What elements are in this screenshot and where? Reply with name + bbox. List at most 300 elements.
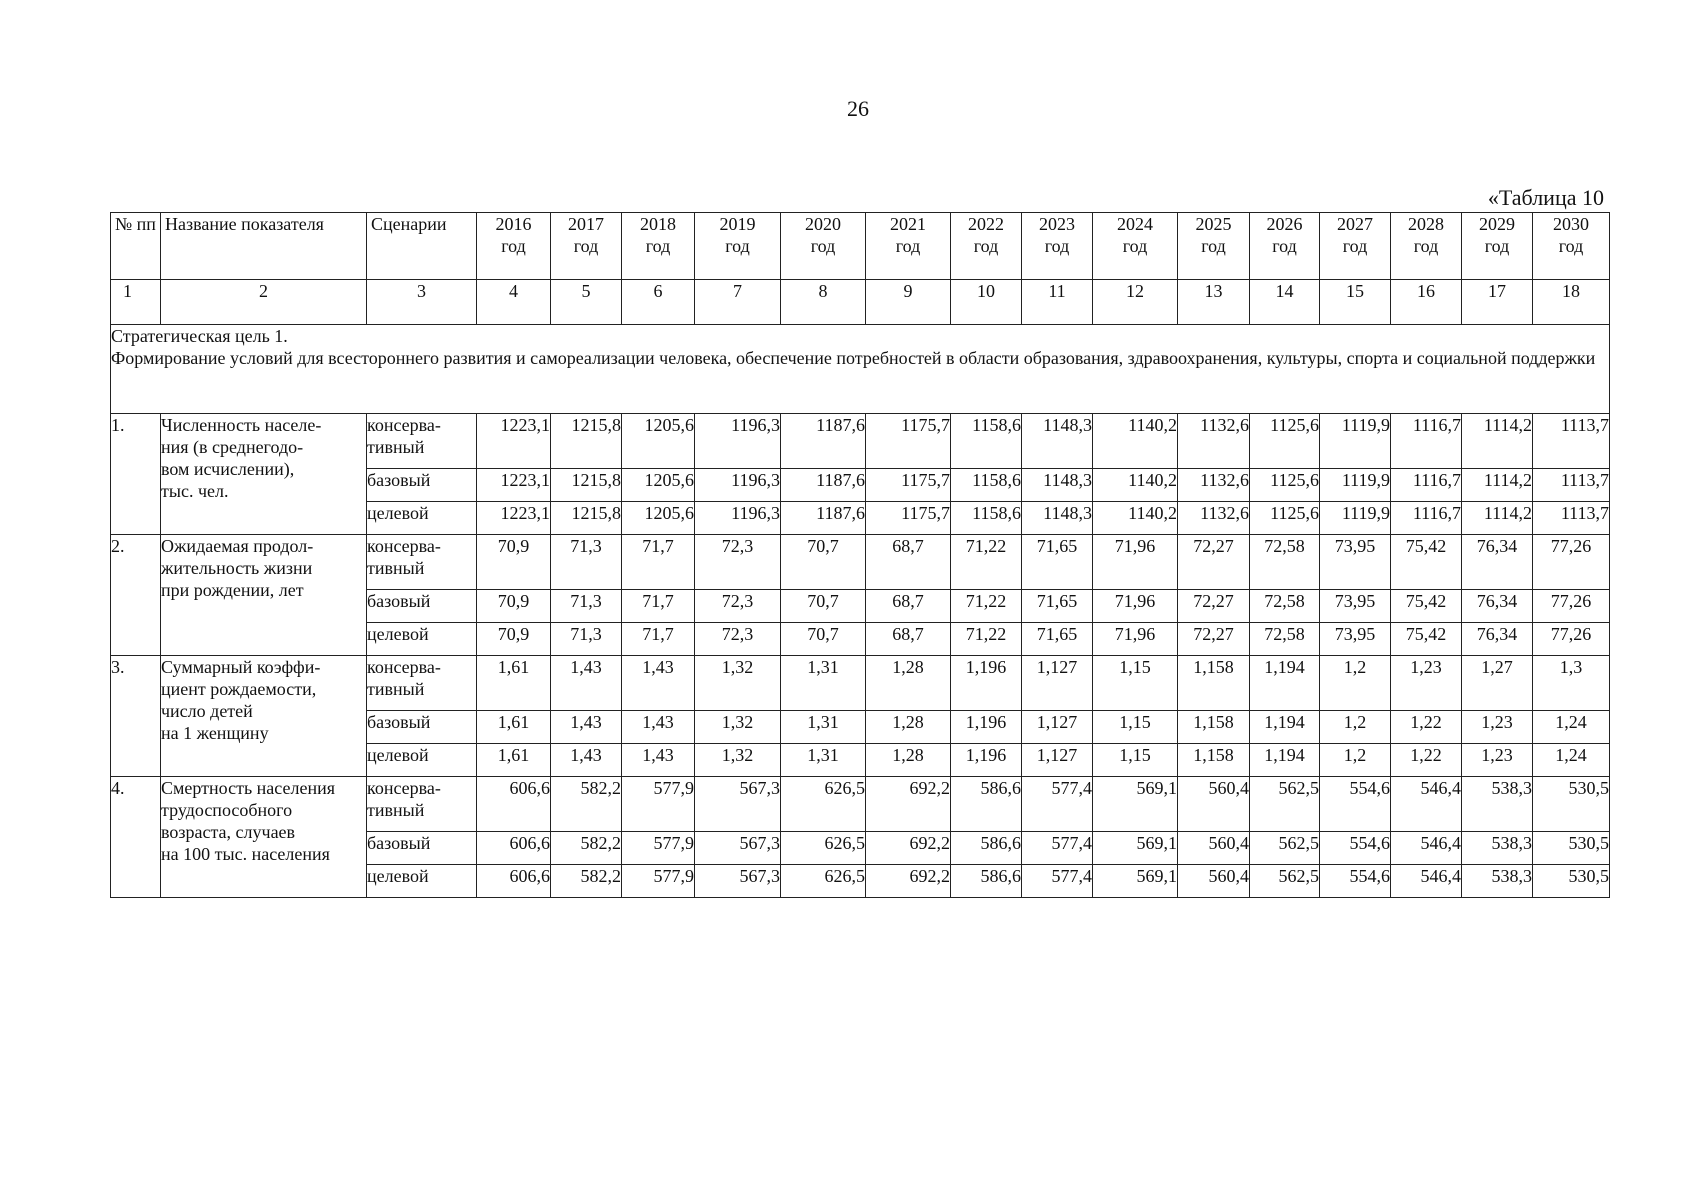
value-cell: 1132,6 — [1178, 469, 1250, 502]
column-number: 5 — [551, 280, 622, 325]
header-year — [781, 213, 866, 280]
scenario-label-line: целевой — [367, 624, 429, 644]
value-cell: 567,3 — [695, 865, 781, 898]
value-cell: 1,2 — [1320, 711, 1391, 744]
value-cell: 1125,6 — [1250, 502, 1320, 535]
header-year — [951, 213, 1022, 280]
header-year-unit: год — [1044, 236, 1070, 256]
value-cell: 72,3 — [695, 623, 781, 656]
value-cell: 1,43 — [622, 656, 695, 711]
value-cell: 606,6 — [477, 777, 551, 832]
header-row — [111, 213, 1610, 280]
goal-title: Стратегическая цель 1. — [111, 326, 288, 346]
header-year-unit: год — [1413, 236, 1439, 256]
column-number: 17 — [1462, 280, 1533, 325]
scenario-label — [367, 777, 477, 832]
value-cell: 1187,6 — [781, 502, 866, 535]
value-cell: 68,7 — [866, 535, 951, 590]
value-cell: 577,9 — [622, 865, 695, 898]
scenario-label-line: тивный — [367, 800, 425, 820]
value-cell: 577,4 — [1022, 777, 1093, 832]
value-cell: 1,61 — [477, 711, 551, 744]
value-cell: 1223,1 — [477, 502, 551, 535]
value-cell: 76,34 — [1462, 535, 1533, 590]
value-cell: 1,22 — [1391, 744, 1462, 777]
column-number: 16 — [1391, 280, 1462, 325]
scenario-label-line: консерва- — [367, 536, 441, 556]
column-number: 10 — [951, 280, 1022, 325]
value-cell: 71,7 — [622, 590, 695, 623]
value-cell: 71,22 — [951, 623, 1022, 656]
value-cell: 562,5 — [1250, 832, 1320, 865]
header-year-unit: год — [645, 236, 671, 256]
value-cell: 77,26 — [1533, 590, 1610, 623]
header-year-unit: год — [810, 236, 836, 256]
value-cell: 68,7 — [866, 590, 951, 623]
header-year-unit: год — [1201, 236, 1226, 256]
header-year-unit: год — [1484, 236, 1510, 256]
indicator-name-line: вом исчислении), — [161, 459, 295, 479]
value-cell: 1,196 — [951, 744, 1022, 777]
value-cell: 546,4 — [1391, 777, 1462, 832]
value-cell: 73,95 — [1320, 623, 1391, 656]
header-year — [1178, 213, 1250, 280]
indicator-name-line: жительность жизни — [161, 558, 313, 578]
value-cell: 569,1 — [1093, 865, 1178, 898]
value-cell: 70,7 — [781, 590, 866, 623]
value-cell: 1205,6 — [622, 469, 695, 502]
value-cell: 1205,6 — [622, 502, 695, 535]
value-cell: 1223,1 — [477, 414, 551, 469]
header-year-value: 2030 — [1553, 214, 1589, 234]
value-cell: 1187,6 — [781, 414, 866, 469]
scenario-label — [367, 744, 477, 777]
header-year-unit: год — [973, 236, 999, 256]
value-cell: 1,61 — [477, 744, 551, 777]
value-cell: 567,3 — [695, 832, 781, 865]
column-number: 12 — [1093, 280, 1178, 325]
header-year-value: 2022 — [968, 214, 1004, 234]
value-cell: 77,26 — [1533, 623, 1610, 656]
goal-cell — [111, 325, 1610, 414]
value-cell: 560,4 — [1178, 777, 1250, 832]
goal-description: Формирование условий для всестороннего развития и самореализации человека, обеспечение потребностей в области образования, здравоохранения, культуры, спорта и социальной поддержки — [111, 348, 1596, 368]
value-cell: 77,26 — [1533, 535, 1610, 590]
scenario-label — [367, 590, 477, 623]
value-cell: 1,28 — [866, 656, 951, 711]
value-cell: 1215,8 — [551, 414, 622, 469]
value-cell: 71,96 — [1093, 623, 1178, 656]
value-cell: 70,9 — [477, 590, 551, 623]
value-cell: 1196,3 — [695, 502, 781, 535]
indicator-name-line: циент рождаемости, — [161, 679, 317, 699]
header-year-value: 2016 — [495, 214, 532, 234]
value-cell: 1,43 — [551, 656, 622, 711]
value-cell: 71,7 — [622, 535, 695, 590]
indicator-name-line: ния (в среднегодо- — [161, 437, 304, 457]
value-cell: 626,5 — [781, 865, 866, 898]
indicator-name — [161, 535, 367, 656]
value-cell: 1,23 — [1391, 656, 1462, 711]
header-scenario: Сценарии — [367, 213, 477, 280]
column-number: 4 — [477, 280, 551, 325]
value-cell: 1223,1 — [477, 469, 551, 502]
column-number: 3 — [367, 280, 477, 325]
scenario-label-line: целевой — [367, 745, 429, 765]
value-cell: 1,158 — [1178, 744, 1250, 777]
value-cell: 76,34 — [1462, 590, 1533, 623]
value-cell: 70,7 — [781, 623, 866, 656]
header-year — [551, 213, 622, 280]
header-year-unit: год — [1558, 236, 1584, 256]
value-cell: 1114,2 — [1462, 502, 1533, 535]
value-cell: 72,27 — [1178, 623, 1250, 656]
value-cell: 1,2 — [1320, 744, 1391, 777]
value-cell: 1113,7 — [1533, 414, 1610, 469]
value-cell: 577,9 — [622, 777, 695, 832]
indicator-name-line: возраста, случаев — [161, 822, 296, 842]
value-cell: 1215,8 — [551, 502, 622, 535]
value-cell: 1,196 — [951, 656, 1022, 711]
column-number: 8 — [781, 280, 866, 325]
value-cell: 1140,2 — [1093, 469, 1178, 502]
indicator-name-line: тыс. чел. — [161, 481, 229, 501]
value-cell: 1148,3 — [1022, 469, 1093, 502]
header-year-value: 2023 — [1039, 214, 1075, 234]
value-cell: 1,43 — [551, 711, 622, 744]
value-cell: 1140,2 — [1093, 414, 1178, 469]
indicator-name-line: Смертность населения — [161, 778, 335, 798]
value-cell: 586,6 — [951, 865, 1022, 898]
value-cell: 554,6 — [1320, 865, 1391, 898]
indicator-name-line: число детей — [161, 701, 253, 721]
value-cell: 577,9 — [622, 832, 695, 865]
indicator-name-line: на 1 женщину — [161, 723, 269, 743]
column-number: 14 — [1250, 280, 1320, 325]
value-cell: 1,32 — [695, 711, 781, 744]
header-year — [622, 213, 695, 280]
column-number: 11 — [1022, 280, 1093, 325]
value-cell: 1148,3 — [1022, 414, 1093, 469]
value-cell: 1125,6 — [1250, 414, 1320, 469]
value-cell: 586,6 — [951, 777, 1022, 832]
value-cell: 70,7 — [781, 535, 866, 590]
scenario-label-line: базовый — [367, 833, 431, 853]
value-cell: 1,127 — [1022, 744, 1093, 777]
value-cell: 72,3 — [695, 590, 781, 623]
value-cell: 626,5 — [781, 832, 866, 865]
value-cell: 1,61 — [477, 656, 551, 711]
indicator-number: 1. — [111, 414, 161, 535]
value-cell: 560,4 — [1178, 832, 1250, 865]
header-year — [477, 213, 551, 280]
header-year — [1391, 213, 1462, 280]
table-row — [111, 535, 1610, 590]
value-cell: 71,65 — [1022, 590, 1093, 623]
column-number: 15 — [1320, 280, 1391, 325]
value-cell: 1,196 — [951, 711, 1022, 744]
value-cell: 1119,9 — [1320, 502, 1391, 535]
value-cell: 1158,6 — [951, 502, 1022, 535]
value-cell: 72,3 — [695, 535, 781, 590]
header-year-unit: год — [895, 236, 921, 256]
indicator-name — [161, 414, 367, 535]
value-cell: 1,2 — [1320, 656, 1391, 711]
value-cell: 567,3 — [695, 777, 781, 832]
value-cell: 75,42 — [1391, 590, 1462, 623]
value-cell: 1,15 — [1093, 711, 1178, 744]
header-year-value: 2020 — [805, 214, 841, 234]
value-cell: 1116,7 — [1391, 469, 1462, 502]
value-cell: 1,43 — [622, 711, 695, 744]
scenario-label — [367, 656, 477, 711]
value-cell: 586,6 — [951, 832, 1022, 865]
value-cell: 582,2 — [551, 865, 622, 898]
value-cell: 692,2 — [866, 777, 951, 832]
column-number: 13 — [1178, 280, 1250, 325]
header-year — [695, 213, 781, 280]
value-cell: 1132,6 — [1178, 414, 1250, 469]
value-cell: 73,95 — [1320, 590, 1391, 623]
indicator-name-line: Суммарный коэффи- — [161, 657, 321, 677]
value-cell: 1,15 — [1093, 656, 1178, 711]
value-cell: 1215,8 — [551, 469, 622, 502]
indicator-name-line: Численность населе- — [161, 415, 322, 435]
value-cell: 1116,7 — [1391, 414, 1462, 469]
value-cell: 71,22 — [951, 590, 1022, 623]
header-year-unit: год — [573, 236, 599, 256]
value-cell: 1,22 — [1391, 711, 1462, 744]
goal-row — [111, 325, 1610, 414]
header-year-unit: год — [1122, 236, 1148, 256]
table-row — [111, 777, 1610, 832]
header-year-unit: год — [725, 236, 750, 256]
column-number: 2 — [161, 280, 367, 325]
value-cell: 1175,7 — [866, 469, 951, 502]
value-cell: 1196,3 — [695, 469, 781, 502]
value-cell: 546,4 — [1391, 865, 1462, 898]
value-cell: 1175,7 — [866, 414, 951, 469]
header-year-value: 2026 — [1266, 214, 1303, 234]
value-cell: 582,2 — [551, 777, 622, 832]
table-row — [111, 656, 1610, 711]
value-cell: 1,158 — [1178, 711, 1250, 744]
value-cell: 692,2 — [866, 865, 951, 898]
column-number-row — [111, 280, 1610, 325]
value-cell: 538,3 — [1462, 865, 1533, 898]
scenario-label-line: базовый — [367, 591, 431, 611]
value-cell: 1,24 — [1533, 711, 1610, 744]
value-cell: 1,194 — [1250, 711, 1320, 744]
header-name: Название показателя — [161, 213, 367, 280]
scenario-label-line: целевой — [367, 503, 429, 523]
value-cell: 1114,2 — [1462, 469, 1533, 502]
value-cell: 560,4 — [1178, 865, 1250, 898]
header-year — [1022, 213, 1093, 280]
value-cell: 554,6 — [1320, 777, 1391, 832]
value-cell: 71,3 — [551, 623, 622, 656]
indicator-name-line: при рождении, лет — [161, 580, 304, 600]
scenario-label-line: консерва- — [367, 415, 441, 435]
scenario-label-line: консерва- — [367, 657, 441, 677]
table-caption: «Таблица 10 — [1487, 185, 1604, 210]
value-cell: 68,7 — [866, 623, 951, 656]
value-cell: 1,43 — [622, 744, 695, 777]
value-cell: 1,28 — [866, 711, 951, 744]
scenario-label — [367, 502, 477, 535]
column-number: 9 — [866, 280, 951, 325]
value-cell: 1113,7 — [1533, 502, 1610, 535]
scenario-label-line: тивный — [367, 679, 425, 699]
table-row — [111, 414, 1610, 469]
value-cell: 71,3 — [551, 535, 622, 590]
value-cell: 71,7 — [622, 623, 695, 656]
header-year-unit: год — [1342, 236, 1368, 256]
value-cell: 1196,3 — [695, 414, 781, 469]
indicator-name — [161, 656, 367, 777]
value-cell: 569,1 — [1093, 832, 1178, 865]
value-cell: 1,194 — [1250, 656, 1320, 711]
scenario-label — [367, 414, 477, 469]
value-cell: 72,58 — [1250, 590, 1320, 623]
value-cell: 1,194 — [1250, 744, 1320, 777]
scenario-label — [367, 535, 477, 590]
value-cell: 1,24 — [1533, 744, 1610, 777]
indicator-name-line: на 100 тыс. населения — [161, 844, 330, 864]
value-cell: 538,3 — [1462, 832, 1533, 865]
value-cell: 1158,6 — [951, 469, 1022, 502]
value-cell: 70,9 — [477, 535, 551, 590]
indicator-number: 3. — [111, 656, 161, 777]
scenario-label — [367, 469, 477, 502]
value-cell: 1,31 — [781, 744, 866, 777]
value-cell: 626,5 — [781, 777, 866, 832]
value-cell: 1,23 — [1462, 711, 1533, 744]
value-cell: 76,34 — [1462, 623, 1533, 656]
value-cell: 1,43 — [551, 744, 622, 777]
value-cell: 582,2 — [551, 832, 622, 865]
value-cell: 562,5 — [1250, 865, 1320, 898]
indicator-number: 4. — [111, 777, 161, 898]
indicator-name — [161, 777, 367, 898]
value-cell: 72,58 — [1250, 623, 1320, 656]
value-cell: 1,31 — [781, 711, 866, 744]
header-year — [1320, 213, 1391, 280]
header-year-unit: год — [501, 236, 526, 256]
value-cell: 75,42 — [1391, 535, 1462, 590]
indicator-number: 2. — [111, 535, 161, 656]
value-cell: 692,2 — [866, 832, 951, 865]
value-cell: 1,28 — [866, 744, 951, 777]
value-cell: 530,5 — [1533, 777, 1610, 832]
value-cell: 1,31 — [781, 656, 866, 711]
value-cell: 1,3 — [1533, 656, 1610, 711]
value-cell: 577,4 — [1022, 832, 1093, 865]
header-num: № пп — [111, 213, 161, 280]
header-year — [1093, 213, 1178, 280]
value-cell: 1140,2 — [1093, 502, 1178, 535]
value-cell: 1,127 — [1022, 656, 1093, 711]
header-year-value: 2024 — [1117, 214, 1153, 234]
value-cell: 1125,6 — [1250, 469, 1320, 502]
header-year — [1462, 213, 1533, 280]
value-cell: 562,5 — [1250, 777, 1320, 832]
value-cell: 71,65 — [1022, 623, 1093, 656]
value-cell: 1116,7 — [1391, 502, 1462, 535]
header-year — [1533, 213, 1610, 280]
indicator-name-line: Ожидаемая продол- — [161, 536, 314, 556]
column-number: 1 — [111, 280, 161, 325]
header-year-value: 2029 — [1479, 214, 1515, 234]
scenario-label-line: консерва- — [367, 778, 441, 798]
value-cell: 1,32 — [695, 744, 781, 777]
value-cell: 606,6 — [477, 832, 551, 865]
value-cell: 546,4 — [1391, 832, 1462, 865]
value-cell: 530,5 — [1533, 865, 1610, 898]
value-cell: 1114,2 — [1462, 414, 1533, 469]
scenario-label — [367, 711, 477, 744]
value-cell: 577,4 — [1022, 865, 1093, 898]
value-cell: 1119,9 — [1320, 469, 1391, 502]
column-number: 6 — [622, 280, 695, 325]
scenario-label-line: тивный — [367, 437, 425, 457]
header-year-unit: год — [1272, 236, 1297, 256]
column-number: 18 — [1533, 280, 1610, 325]
scenario-label — [367, 623, 477, 656]
value-cell: 1,32 — [695, 656, 781, 711]
header-year-value: 2025 — [1195, 214, 1232, 234]
value-cell: 1205,6 — [622, 414, 695, 469]
value-cell: 70,9 — [477, 623, 551, 656]
value-cell: 554,6 — [1320, 832, 1391, 865]
scenario-label-line: базовый — [367, 712, 431, 732]
scenario-label — [367, 865, 477, 898]
indicator-name-line: трудоспособного — [161, 800, 293, 820]
value-cell: 75,42 — [1391, 623, 1462, 656]
header-year-value: 2018 — [640, 214, 676, 234]
page-number: 26 — [847, 96, 869, 121]
header-year-value: 2028 — [1408, 214, 1444, 234]
scenario-label — [367, 832, 477, 865]
value-cell: 1175,7 — [866, 502, 951, 535]
value-cell: 538,3 — [1462, 777, 1533, 832]
header-year — [866, 213, 951, 280]
value-cell: 72,27 — [1178, 590, 1250, 623]
value-cell: 1,15 — [1093, 744, 1178, 777]
value-cell: 1,23 — [1462, 744, 1533, 777]
indicators-table — [110, 212, 1610, 898]
value-cell: 73,95 — [1320, 535, 1391, 590]
value-cell: 1119,9 — [1320, 414, 1391, 469]
value-cell: 72,58 — [1250, 535, 1320, 590]
header-year-value: 2017 — [568, 214, 604, 234]
scenario-label-line: целевой — [367, 866, 429, 886]
header-year — [1250, 213, 1320, 280]
value-cell: 1187,6 — [781, 469, 866, 502]
value-cell: 1148,3 — [1022, 502, 1093, 535]
value-cell: 606,6 — [477, 865, 551, 898]
value-cell: 71,96 — [1093, 535, 1178, 590]
scenario-label-line: тивный — [367, 558, 425, 578]
value-cell: 530,5 — [1533, 832, 1610, 865]
value-cell: 72,27 — [1178, 535, 1250, 590]
value-cell: 1113,7 — [1533, 469, 1610, 502]
value-cell: 71,3 — [551, 590, 622, 623]
value-cell: 1132,6 — [1178, 502, 1250, 535]
value-cell: 1,27 — [1462, 656, 1533, 711]
value-cell: 71,22 — [951, 535, 1022, 590]
header-year-value: 2019 — [719, 214, 756, 234]
